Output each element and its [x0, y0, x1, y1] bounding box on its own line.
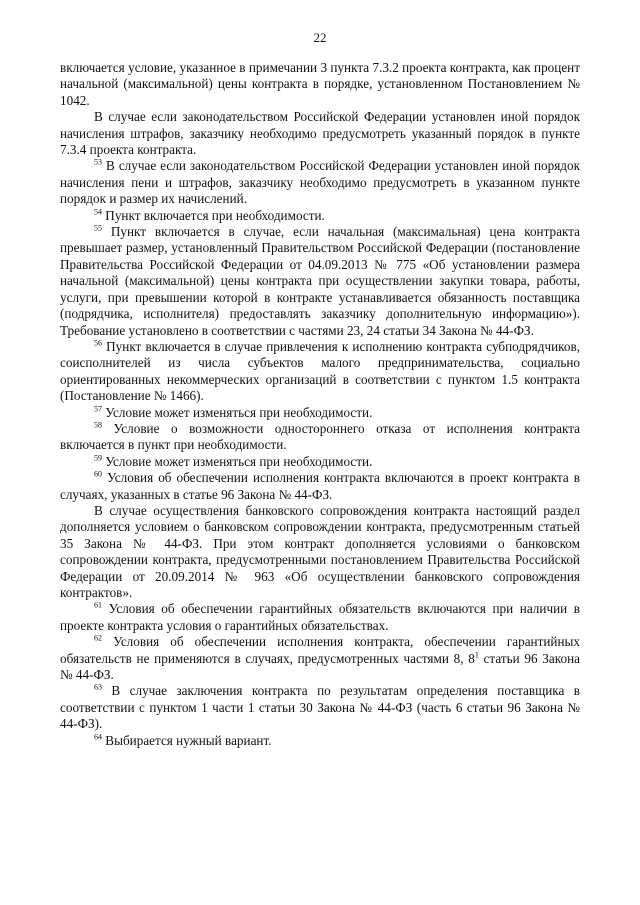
footnote-59: $^{59}$ Условие может изменяться при необходимости. — [94, 453, 373, 469]
footnote-marker: 62 — [94, 633, 102, 643]
footnote-continuation: включается условие, указанное в примечании 3 пункта 7.3.2 проекта контракта, как процент начальной (максимальной) цены контракта в порядке, установленном Постановлением № 1042. — [60, 60, 580, 108]
footnote-61: $^{61}$ Условия об обеспечении гарантийных обязательств включаются при наличии в проекте контракта условия о гарантийных обязательствах. — [60, 601, 581, 633]
footnote-60-continuation: В случае осуществления банковского сопровождения контракта настоящий раздел дополняется условием о банковском сопровождении контракта, предусмотренным статьей 35 Закона № 44-ФЗ. При этом контракт дополняется условиями о банковском сопровождении контракта, предусмотренными постановлением Правительства Российской Федерации от 20.09.2014 № 963 «Об осуществлении банковского сопровождения контрактов». — [60, 502, 580, 600]
footnote-55: $^{55}$ Пункт включается в случае, если начальная (максимальная) цена контракта превышает размер, установленный Правительством Российской Федерации (постановление Правительства Российской Федерации от 04.09.2013 № 775 «Об установлении размера начальной (максимальной) цены контракта при осуществлении закупки товара, работы, услуги, при превышении которой в контракте устанавливается обязанность поставщика (подрядчика, исполнителя) предоставлять заказчику дополнительную информацию»). Требование установлено в соответствии с частями 23, 24 статьи 34 Закона № 44-ФЗ. — [60, 223, 580, 338]
footnote-57: $^{57}$ Условие может изменяться при необходимости. — [94, 404, 373, 420]
footnote-marker: 61 — [94, 601, 102, 611]
inline-superscript: 1 — [474, 650, 479, 660]
footnote-53: $^{53}$ В случае если законодательством Российской Федерации установлен иной порядок начисления пени и штрафов, заказчику необходимо предусмотреть в указанном пункте порядок и размер их начислений. — [60, 158, 580, 207]
footnote-marker: 57 — [94, 404, 102, 414]
footnote-marker: 56 — [94, 338, 102, 348]
footnote-64: $^{64}$ Выбирается нужный вариант. — [94, 732, 272, 748]
footnote-58: $^{58}$ Условие о возможности одностороннего отказа от исполнения контракта включается в пункт при необходимости. — [60, 420, 581, 453]
footnote-56: $^{56}$ Пункт включается в случае привлечения к исполнению контракта субподрядчиков, соисполнителей из числа субъектов малого предпринимательства, социально ориентированных некоммерческих организаций в соответствии с пунктом 1.5 контракта (Постановление № 1466). — [60, 338, 580, 404]
footnote-marker: 53 — [94, 158, 102, 168]
footnote-marker: 60 — [94, 469, 102, 479]
footnote-60: $^{60}$ Условия об обеспечении исполнения контракта включаются в проект контракта в случаях, указанных в статье 96 Закона № 44-ФЗ. — [60, 469, 580, 502]
footnote-63: $^{63}$ В случае заключения контракта по результатам определения поставщика в соответствии с пунктом 1 части 1 статьи 30 Закона № 44-ФЗ (часть 6 статьи 96 Закона № 44-ФЗ). — [60, 683, 581, 732]
footnote-marker: 55 — [94, 223, 102, 233]
footnotes-body — [60, 60, 580, 749]
page-number: 22 — [313, 30, 327, 45]
footnote-54: $^{54}$ Пункт включается при необходимости. — [94, 207, 325, 223]
footnote-marker: 54 — [94, 207, 102, 217]
footnote-marker: 59 — [94, 453, 102, 463]
footnote-62: $^{62}$ Условия об обеспечении исполнения контракта, обеспечении гарантийных обязательств не применяются в случаях, предусмотренных частями 8, $8^1$ статьи 96 Закона № 44-ФЗ. — [60, 633, 581, 683]
footnote-marker: 64 — [94, 732, 102, 742]
footnote-marker: 58 — [94, 420, 102, 430]
footnote-continuation: В случае если законодательством Российской Федерации установлен иной порядок начисления штрафов, заказчику необходимо предусмотреть указанный порядок в пункте 7.3.4 проекта контракта. — [60, 109, 580, 158]
footnote-marker: 63 — [94, 683, 102, 693]
